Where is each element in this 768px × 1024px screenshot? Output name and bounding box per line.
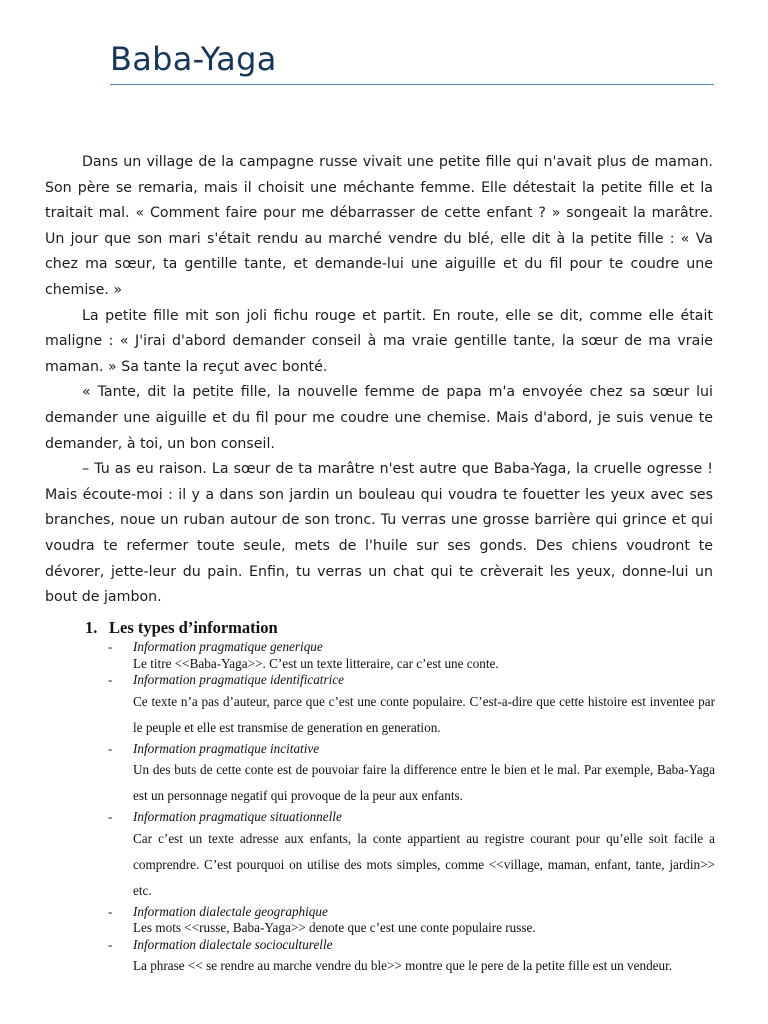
section-number: 1.	[85, 618, 98, 637]
story-paragraph: La petite fille mit son joli fichu rouge et partit. En route, elle se dit, comme elle était maligne : « J'irai d'abord demander conseil à ma vraie gentille tante, la sœur de ma vraie maman. » Sa tante la reçut avec bonté.	[45, 307, 713, 375]
analysis-section	[85, 617, 715, 979]
item-body: La phrase << se rendre au marche vendre du ble>> montre que le pere de la petite fille est un vendeur.	[133, 958, 673, 973]
item-heading: Information pragmatique situationnelle	[133, 809, 342, 824]
story-paragraph: Dans un village de la campagne russe vivait une petite fille qui n'avait plus de maman. Son père se remaria, mais il choisit une méchante femme. Elle détestait la petite fille et la traitait mal. « Comment faire pour me débarrasser de cette enfant ? » songeait la marâtre. Un jour que son mari s'était rendu au marché vendre du blé, elle dit à la petite fille : « Va chez ma sœur, ta gentille tante, et demande-lui une aiguille et du fil pour te coudre une chemise. »	[45, 154, 713, 298]
item-body: Un des buts de cette conte est de pouvoiar faire la difference entre le bien et le mal. Par exemple, Baba-Yaga est un personnage negatif qui provoque de la peur aux enfants.	[133, 762, 715, 803]
list-item	[85, 639, 715, 672]
item-body: Le titre <<Baba-Yaga>>. C’est un texte litteraire, car c’est une conte.	[133, 655, 499, 671]
bullet-dash: -	[108, 639, 113, 654]
item-heading: Information pragmatique generique	[133, 639, 323, 654]
item-heading: Information pragmatique incitative	[133, 740, 320, 756]
section-title: Les types d’information	[109, 618, 278, 637]
story-paragraph: – Tu as eu raison. La sœur de ta marâtre n'est autre que Baba-Yaga, la cruelle ogresse ! Mais écoute-moi : il y a dans son jardin un bouleau qui voudra te fouetter les yeux avec ses branches, noue un ruban autour de son tronc. Tu verras une grosse barrière qui grince et qui voudra te refermer toute seule, mets de l'huile sur ses gonds. Des chiens voudront te dévorer, jette-leur du pain. Enfin, tu verras un chat qui te crèverait les yeux, donne-lui un bout de jambon.	[45, 461, 713, 606]
page-title: Baba-Yaga	[110, 40, 277, 78]
information-list	[85, 639, 715, 979]
list-item	[85, 937, 715, 980]
item-body: Ce texte n’a pas d’auteur, parce que c’est une conte populaire. C’est-a-dire que cette histoire est inventee par le peuple et elle est transmise de generation en generation.	[133, 693, 715, 735]
list-item	[85, 741, 715, 810]
bullet-dash: -	[108, 809, 113, 824]
item-body: Car c’est un texte adresse aux enfants, la conte appartient au registre courant pour qu’elle soit facile a comprendre. C’est pourquoi on utilise des mots simples, comme <<village, maman, enfant, tante, jardin>> etc.	[133, 830, 715, 898]
list-item	[85, 904, 715, 937]
list-item	[85, 672, 715, 741]
bullet-dash: -	[108, 936, 113, 952]
item-heading: Information dialectale geographique	[133, 903, 328, 919]
item-heading: Information pragmatique identificatrice	[133, 672, 344, 687]
section-heading	[85, 617, 715, 639]
bullet-dash: -	[108, 740, 113, 756]
list-item	[85, 809, 715, 904]
title-underline	[110, 84, 714, 85]
item-body: Les mots <<russe, Baba-Yaga>> denote que c’est une conte populaire russe.	[133, 920, 536, 935]
bullet-dash: -	[108, 672, 113, 687]
bullet-dash: -	[108, 903, 113, 919]
item-heading: Information dialectale socioculturelle	[133, 936, 333, 952]
story-paragraph: « Tante, dit la petite fille, la nouvelle femme de papa m'a envoyée chez sa sœur lui demander une aiguille et du fil pour me coudre une chemise. Mais d'abord, je suis venue te demander, à toi, un bon conseil.	[45, 384, 713, 452]
story-text	[45, 150, 713, 611]
